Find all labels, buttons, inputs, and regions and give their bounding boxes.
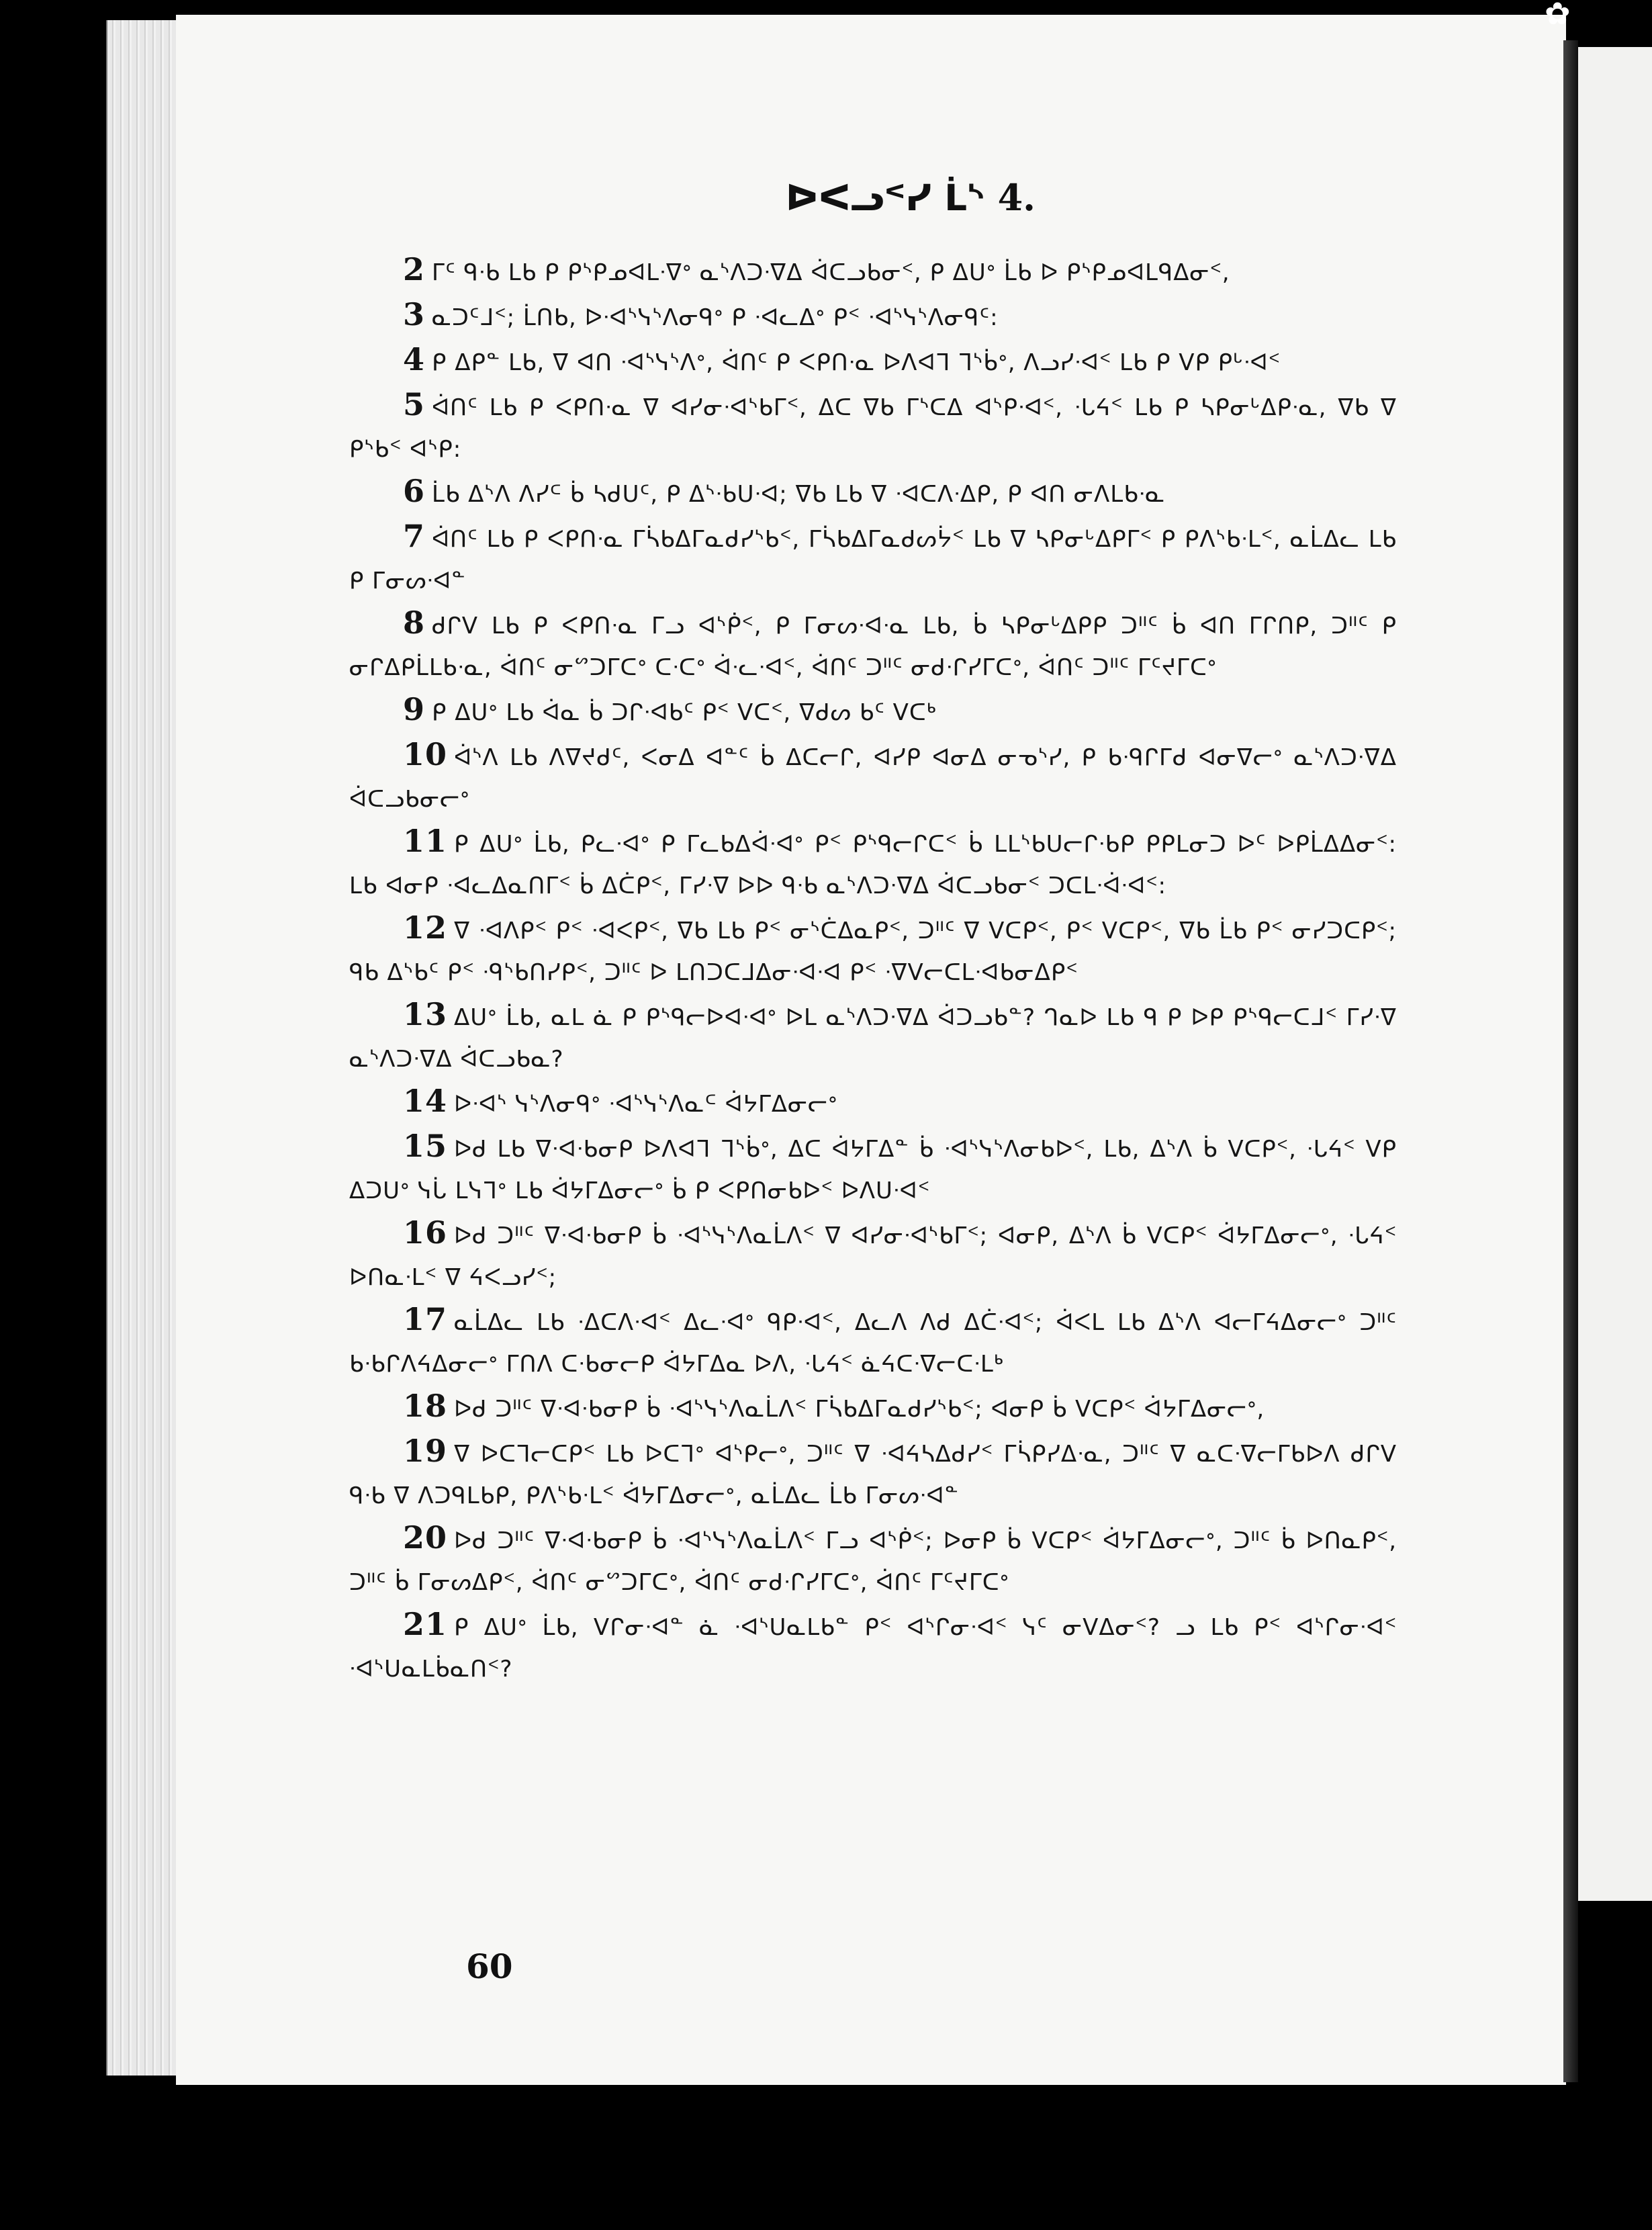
verse-number: 8 xyxy=(403,605,426,641)
verse-text: ᓇᑐᑦᒧᑉ; ᒫᑎᑲ, ᐅᐧᐊᔅᓭᔅᐱᓂᑫᐤ ᑭ ᐧᐊᓚᐃᐤ ᑭᑉ ᐧᐊᔅᓭᔅᐱᓂᑫᑦ: xyxy=(432,304,999,331)
verse-number: 18 xyxy=(403,1388,448,1424)
verse-number: 11 xyxy=(403,823,448,859)
verse-text: ᐋᑎᑦ ᒪᑲ ᑭ ᐸᑭᑎᐧᓇ ᒥᓵᑲᐃᒥᓇᑯᓯᔅᑲᑉ, ᒥᓵᑲᐃᒥᓇᑯᔕᔮᑉ ᒪᑲ ᐁ ᓴᑭᓂᒡᐃᑭᒥᑉ ᑭ ᑭᐱᔅᑲᐧᒪᑉ, ᓇᒫᐃᓚ ᒪᑲ ᑭ ᒥᓂᔕᐧᐊᓐ xyxy=(349,526,1397,594)
verse xyxy=(349,1430,1397,1517)
verse-text: ᐁ ᐧᐊᐱᑭᑉ ᑭᑉ ᐧᐊᐸᑭᑉ, ᐁᑲ ᒪᑲ ᑭᑉ ᓂᔅᑖᐃᓇᑭᑉ, ᑐᐦᑦ ᐁ ᐯᑕᑭᑉ, ᑭᑉ ᐯᑕᑭᑉ, ᐁᑲ ᒫᑲ ᑭᑉ ᓂᓯᑐᑕᑭᑉ; ᑫᑲ ᐃᔅᑲᑦ ᑭᑉ ᐧᑫᔅᑲᑎᓯᑭᑉ, ᑐᐦᑦ ᐅ ᒪᑎᑐᑕᒧᐃᓂᐧᐊᐧᐊ ᑭᑉ ᐧᐁᐯᓕᑕᒪᐧᐊᑲᓂᐃᑭᑉ xyxy=(349,918,1397,986)
verse-number: 12 xyxy=(403,909,448,946)
verse-text: ᑯᒋᐯ ᒪᑲ ᑭ ᐸᑭᑎᐧᓇ ᒥᓗ ᐊᔅᑮᑉ, ᑭ ᒥᓂᔕᐧᐊᐧᓇ ᒪᑲ, ᑳ ᓴᑭᓂᒡᐃᑭᑭ ᑐᐦᑦ ᑳ ᐊᑎ ᒥᒋᑎᑭ, ᑐᐦᑦ ᑭ ᓂᒋᐃᑭᒫᒪᑲᐧᓇ, ᐋᑎᑦ ᓂᔥᑐᒥᑕᐤ ᑕᐧᑕᐤ ᐋᐧᓚᐧᐊᑉ, ᐋᑎᑦ ᑐᐦᑦ ᓂᑯᐧᒋᓯᒥᑕᐤ, ᐋᑎᑦ ᑐᐦᑦ ᒥᑦᔪᒥᑕᐤ xyxy=(349,613,1397,681)
verse xyxy=(349,688,1397,733)
verse xyxy=(349,339,1397,384)
verse-text: ᐅᑯ ᑐᐦᑦ ᐁᐧᐊᐧᑲᓂᑭ ᑳ ᐧᐊᔅᓭᔅᐱᓇᒫᐱᑉ ᒥᓵᑲᐃᒥᓇᑯᓯᔅᑲᑉ; ᐊᓂᑭ ᑳ ᐯᑕᑭᑉ ᐋᔭᒥᐃᓂᓕᐤ, xyxy=(454,1396,1265,1423)
verse xyxy=(349,820,1397,907)
verse xyxy=(349,1298,1397,1385)
verse xyxy=(349,733,1397,820)
verse xyxy=(349,993,1397,1080)
page-header xyxy=(786,176,1054,219)
verse xyxy=(349,1125,1397,1212)
verse-number: 5 xyxy=(403,386,426,422)
verse-number: 4 xyxy=(403,341,426,377)
page-number: 60 xyxy=(466,1947,513,1986)
verse-number: 3 xyxy=(403,296,426,332)
binding-shadow xyxy=(1563,40,1578,2082)
verse xyxy=(349,1603,1397,1690)
verse-text: ᑭ ᐃᑌᐤ ᒫᑲ, ᑭᓚᐧᐊᐤ ᑭ ᒥᓚᑲᐃᐋᐧᐊᐤ ᑭᑉ ᑭᔅᑫᓕᒋᑕᑉ ᑳ ᒪᒪᔅᑲᑌᓕᒋᐧᑲᑭ ᑭᑭᒪᓂᑐ ᐅᑦ ᐅᑭᒫᐃᐃᓂᑉ: ᒪᑲ ᐊᓂᑭ ᐧᐊᓚᐃᓇᑎᒥᑉ ᑳ ᐃᑖᑭᑉ, ᒥᓯᐧᐁ ᐅᐅ ᑫᐧᑲ ᓇᔅᐱᑐᐧᐁᐃ ᐋᑕᓗᑲᓂᑉ ᑐᑕᒪᐧᐋᐧᐊᑉ: xyxy=(349,831,1397,899)
verse-number: 7 xyxy=(403,518,426,554)
verse-number: 21 xyxy=(403,1606,448,1642)
verse-text: ᒫᑲ ᐃᔅᐱ ᐱᓯᒼ ᑳ ᓴᑯᑌᑦ, ᑭ ᐃᔅᐧᑲᑌᐧᐊ; ᐁᑲ ᒪᑲ ᐁ ᐧᐊᑕᐱᐧᐃᑭ, ᑭ ᐊᑎ ᓂᐱᒪᑲᐧᓇ xyxy=(432,481,1166,508)
verse-list xyxy=(349,249,1397,1690)
verse-text: ᑭ ᐃᑭᓐ ᒪᑲ, ᐁ ᐊᑎ ᐧᐊᔅᓭᔅᐱᐤ, ᐋᑎᑦ ᑭ ᐸᑭᑎᐧᓇ ᐅᐱᐊᒣ ᒣᔅᑳᐤ, ᐱᓗᓯᐧᐊᑉ ᒪᑲ ᑭ ᐯᑭ ᑭᒡᐧᐊᑉ xyxy=(432,349,1281,376)
page-edges xyxy=(106,20,181,2076)
verse-number: 9 xyxy=(403,691,426,727)
verse xyxy=(349,1212,1397,1298)
verse xyxy=(349,470,1397,515)
facing-page xyxy=(1575,47,1652,1901)
verse-number: 16 xyxy=(403,1214,448,1251)
verse-number: 13 xyxy=(403,996,448,1032)
verse-number: 6 xyxy=(403,473,426,509)
corner-mark: ✿ xyxy=(1545,0,1571,32)
verse-number: 20 xyxy=(403,1519,448,1556)
verse xyxy=(349,249,1397,294)
verse-text: ᐅᑯ ᑐᐦᑦ ᐁᐧᐊᐧᑲᓂᑭ ᑳ ᐧᐊᔅᓭᔅᐱᓇᒫᐱᑉ ᐁ ᐊᓯᓂᐧᐊᔅᑲᒥᑉ; ᐊᓂᑭ, ᐃᔅᐱ ᑳ ᐯᑕᑭᑉ ᐋᔭᒥᐃᓂᓕᐤ, ᐧᒐᔦᑉ ᐅᑎᓇᐧᒪᑉ ᐁ ᔦᐸᓗᓯᑉ; xyxy=(349,1222,1397,1291)
verse-number: 10 xyxy=(403,736,448,772)
header-title: ᐅᐸᓗᑉᓯ ᒫᔅ xyxy=(786,177,985,219)
verse-text: ᐋᔅᐱ ᒪᑲ ᐱᐁᔪᑯᑦ, ᐸᓂᐃ ᐊᓐᑦ ᑳ ᐃᑕᓕᒋ, ᐊᓯᑭ ᐊᓂᐃ ᓂᓀᔅᓯ, ᑭ ᑲᐧᑫᒋᒥᑯ ᐊᓂᐁᓕᐤ ᓇᔅᐱᑐᐧᐁᐃ ᐋᑕᓗᑲᓂᓕᐤ xyxy=(349,744,1397,813)
verse xyxy=(349,515,1397,602)
verse-text: ᓇᒫᐃᓚ ᒪᑲ ᐧᐃᑕᐱᐧᐊᑉ ᐃᓚᐧᐊᐤ ᑫᑭᐧᐊᑉ, ᐃᓚᐱ ᐱᑯ ᐃᑖᐧᐊᑉ; ᐋᐸᒪ ᒪᑲ ᐃᔅᐱ ᐊᓕᒥᔦᐃᓂᓕᐤ ᑐᐦᑦ ᑲᐧᑲᒋᐱᔦᐃᓂᓕᐤ ᒥᑎᐱ ᑕᐧᑲᓂᓕᑭ ᐋᔭᒥᐃᓇ ᐅᐱ, ᐧᒐᔦᑉ ᓈᔦᑕᐧᐁᓕᑕᐧᒪᒃ xyxy=(349,1309,1397,1378)
verse xyxy=(349,1385,1397,1430)
verse-number: 17 xyxy=(403,1301,448,1337)
verse xyxy=(349,602,1397,688)
verse-number: 2 xyxy=(403,251,426,287)
verse-number: 14 xyxy=(403,1083,448,1119)
verse-text: ᐅᑯ ᑐᐦᑦ ᐁᐧᐊᐧᑲᓂᑭ ᑳ ᐧᐊᔅᓭᔅᐱᓇᒫᐱᑉ ᒥᓗ ᐊᔅᑮᑉ; ᐅᓂᑭ ᑳ ᐯᑕᑭᑉ ᐋᔭᒥᐃᓂᓕᐤ, ᑐᐦᑦ ᑳ ᐅᑎᓇᑭᑉ, ᑐᐦᑦ ᑳ ᒥᓂᔕᐃᑭᑉ, ᐋᑎᑦ ᓂᔥᑐᒥᑕᐤ, ᐋᑎᑦ ᓂᑯᐧᒋᓯᒥᑕᐤ, ᐋᑎᑦ ᒥᑦᔪᒥᑕᐤ xyxy=(349,1527,1397,1596)
verse xyxy=(349,1080,1397,1125)
verse-text: ᐃᑌᐤ ᒫᑲ, ᓇᒪ ᓈ ᑭ ᑭᔅᑫᓕᐅᐊᐧᐊᐤ ᐅᒪ ᓇᔅᐱᑐᐧᐁᐃ ᐋᑐᓗᑲᓐ? ᒉᓇᐅ ᒪᑲ ᑫ ᑭ ᐅᑭ ᑭᔅᑫᓕᑕᒧᑉ ᒥᓯᐧᐁ ᓇᔅᐱᑐᐧᐁᐃ ᐋᑕᓗᑲᓇ? xyxy=(349,1004,1397,1073)
verse xyxy=(349,1517,1397,1603)
verse-text: ᑭ ᐃᑌᐤ ᒫᑲ, ᐯᒋᓂᐧᐊᓐ ᓈ ᐧᐊᔅᑌᓇᒪᑲᓐ ᑭᑉ ᐊᔅᒋᓂᐧᐊᑉ ᓭᑦ ᓂᐯᐃᓂᑉ? ᓗ ᒪᑲ ᑭᑉ ᐊᔅᒋᓂᐧᐊᑉ ᐧᐊᔅᑌᓇᒪᑳᓇᑎᑉ? xyxy=(349,1614,1397,1683)
verse-text: ᐅᐧᐊᔅ ᓭᔅᐱᓂᑫᐤ ᐧᐊᔅᓭᔅᐱᓇᒼ ᐋᔭᒥᐃᓂᓕᐤ xyxy=(454,1091,838,1118)
verse-text: ᐁ ᐅᑕᒣᓕᑕᑭᑉ ᒪᑲ ᐅᑕᒣᐤ ᐊᔅᑭᓕᐤ, ᑐᐦᑦ ᐁ ᐧᐊᔦᓴᐃᑯᓯᑉ ᒥᓵᑭᓯᐃᐧᓇ, ᑐᐦᑦ ᐁ ᓇᑕᐧᐁᓕᒥᑲᐅᐱ ᑯᒋᐯ ᑫᐧᑲ ᐁ ᐱᑐᑫᒪᑲᑭ, ᑭᐱᔅᑲᐧᒪᑉ ᐋᔭᒥᐃᓂᓕᐤ, ᓇᒫᐃᓚ ᒫᑲ ᒥᓂᔕᐧᐊᓐ xyxy=(349,1441,1397,1509)
verse-text: ᒥᑦ ᑫᐧᑲ ᒪᑲ ᑭ ᑭᔅᑭᓄᐊᒪᐧᐁᐤ ᓇᔅᐱᑐᐧᐁᐃ ᐋᑕᓗᑲᓂᑉ, ᑭ ᐃᑌᐤ ᒫᑲ ᐅ ᑭᔅᑭᓄᐊᒪᑫᐃᓂᑉ, xyxy=(432,259,1230,286)
verse xyxy=(349,294,1397,339)
verse-text: ᐋᑎᑦ ᒪᑲ ᑭ ᐸᑭᑎᐧᓇ ᐁ ᐊᓯᓂᐧᐊᔅᑲᒥᑉ, ᐃᑕ ᐁᑲ ᒥᔅᑕᐃ ᐊᔅᑭᐧᐊᑉ, ᐧᒐᔦᑉ ᒪᑲ ᑭ ᓴᑭᓂᒡᐃᑭᐧᓇ, ᐁᑲ ᐁ ᑭᔅᑲᑉ ᐊᔅᑭ: xyxy=(349,394,1397,463)
verse xyxy=(349,384,1397,470)
header-number: 4. xyxy=(997,176,1036,219)
verse-text: ᐅᑯ ᒪᑲ ᐁᐧᐊᐧᑲᓂᑭ ᐅᐱᐊᒣ ᒣᔅᑳᐤ, ᐃᑕ ᐋᔭᒥᐃᓐ ᑳ ᐧᐊᔅᓭᔅᐱᓂᑲᐅᑉ, ᒪᑲ, ᐃᔅᐱ ᑳ ᐯᑕᑭᑉ, ᐧᒐᔦᑉ ᐯᑭ ᐃᑐᑌᐤ ᓭᒑ ᒪᓭᒣᐤ ᒪᑲ ᐋᔭᒥᐃᓂᓕᐤ ᑳ ᑭ ᐸᑭᑎᓂᑲᐅᑉ ᐅᐱᑌᐧᐊᑉ xyxy=(349,1136,1397,1204)
verse-number: 19 xyxy=(403,1433,448,1469)
verse-number: 15 xyxy=(403,1128,448,1164)
verse xyxy=(349,907,1397,993)
verse-text: ᑭ ᐃᑌᐤ ᒪᑲ ᐋᓇ ᑳ ᑐᒋᐧᐊᑲᑦ ᑭᑉ ᐯᑕᑉ, ᐁᑯᔕ ᑲᑦ ᐯᑕᒃ xyxy=(432,699,937,726)
